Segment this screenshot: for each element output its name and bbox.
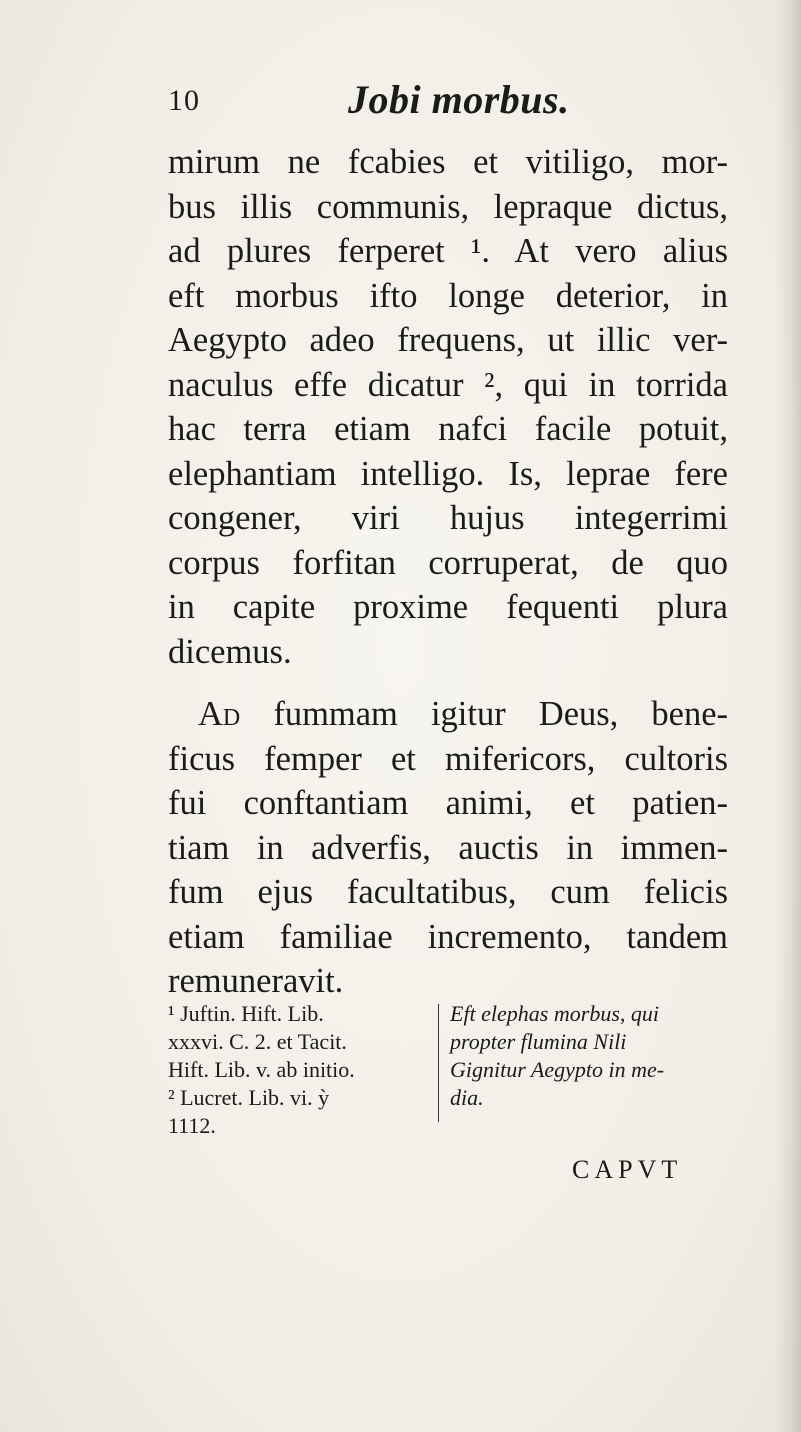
footnote-line: Gignitur Aegypto in me- [450, 1057, 665, 1082]
catchword: CAPVT [572, 1155, 683, 1184]
text-line: naculus effe dicatur ², qui in torrida [168, 365, 728, 404]
text-line: ficus femper et mifericors, cultoris [168, 739, 728, 778]
text-line: tiam in adverfis, auctis in immen- [168, 828, 728, 867]
footnote-line: propter flumina Nili [450, 1029, 627, 1054]
text-line: elephantiam intelligo. Is, leprae fere [168, 454, 728, 493]
text-line: bus illis communis, lepraque dictus, [168, 187, 728, 226]
footnote-line: Eft elephas morbus, qui [450, 1001, 659, 1026]
text-line-first [168, 692, 728, 737]
page-number: 10 [168, 84, 200, 117]
text-line: corpus forfitan corruperat, de quo [168, 543, 728, 582]
text-line: congener, viri hujus integerrimi [168, 499, 728, 537]
text-line: mirum ne fcabies et vitiligo, mor- [168, 143, 728, 181]
text-line: fum ejus facultatibus, cum felicis [168, 873, 728, 911]
footnote-line: Hift. Lib. v. ab initio. [168, 1057, 355, 1082]
running-head [168, 76, 728, 128]
footnote-line: ² Lucret. Lib. vi. ỳ [168, 1085, 330, 1110]
footnote-quotation [450, 1000, 730, 1112]
text-line: remuneravit. [168, 962, 344, 1000]
text-line: eft morbus ifto longe deterior, in [168, 276, 728, 315]
footnote-references [168, 1000, 430, 1140]
footnotes [168, 1000, 728, 1138]
footnote-line: xxxvi. C. 2. et Tacit. [168, 1029, 347, 1054]
footnote-divider [438, 1004, 439, 1122]
page-edge-shadow [775, 0, 801, 1432]
footnote-line: ¹ Juftin. Hift. Lib. [168, 1001, 324, 1026]
paragraph-lead-word: Ad [198, 695, 241, 733]
body-text [168, 140, 728, 1004]
text-line: etiam familiae incremento, tandem [168, 917, 728, 956]
text-line: dicemus. [168, 632, 292, 671]
paragraph-gap [168, 674, 728, 692]
footnote-line: 1112. [168, 1113, 216, 1138]
paragraph-first-line-rest: fummam igitur Deus, bene- [240, 695, 728, 733]
text-line: ad plures ferperet ¹. At vero alius [168, 232, 728, 270]
text-line: fui conftantiam animi, et patien- [168, 784, 728, 822]
running-title: Jobi morbus. [348, 77, 570, 122]
text-line: Aegypto adeo frequens, ut illic ver- [168, 321, 728, 359]
text-line: in capite proxime fequenti plura [168, 588, 728, 626]
footnote-line: dia. [450, 1085, 484, 1110]
text-line: hac terra etiam nafci facile potuit, [168, 410, 728, 448]
